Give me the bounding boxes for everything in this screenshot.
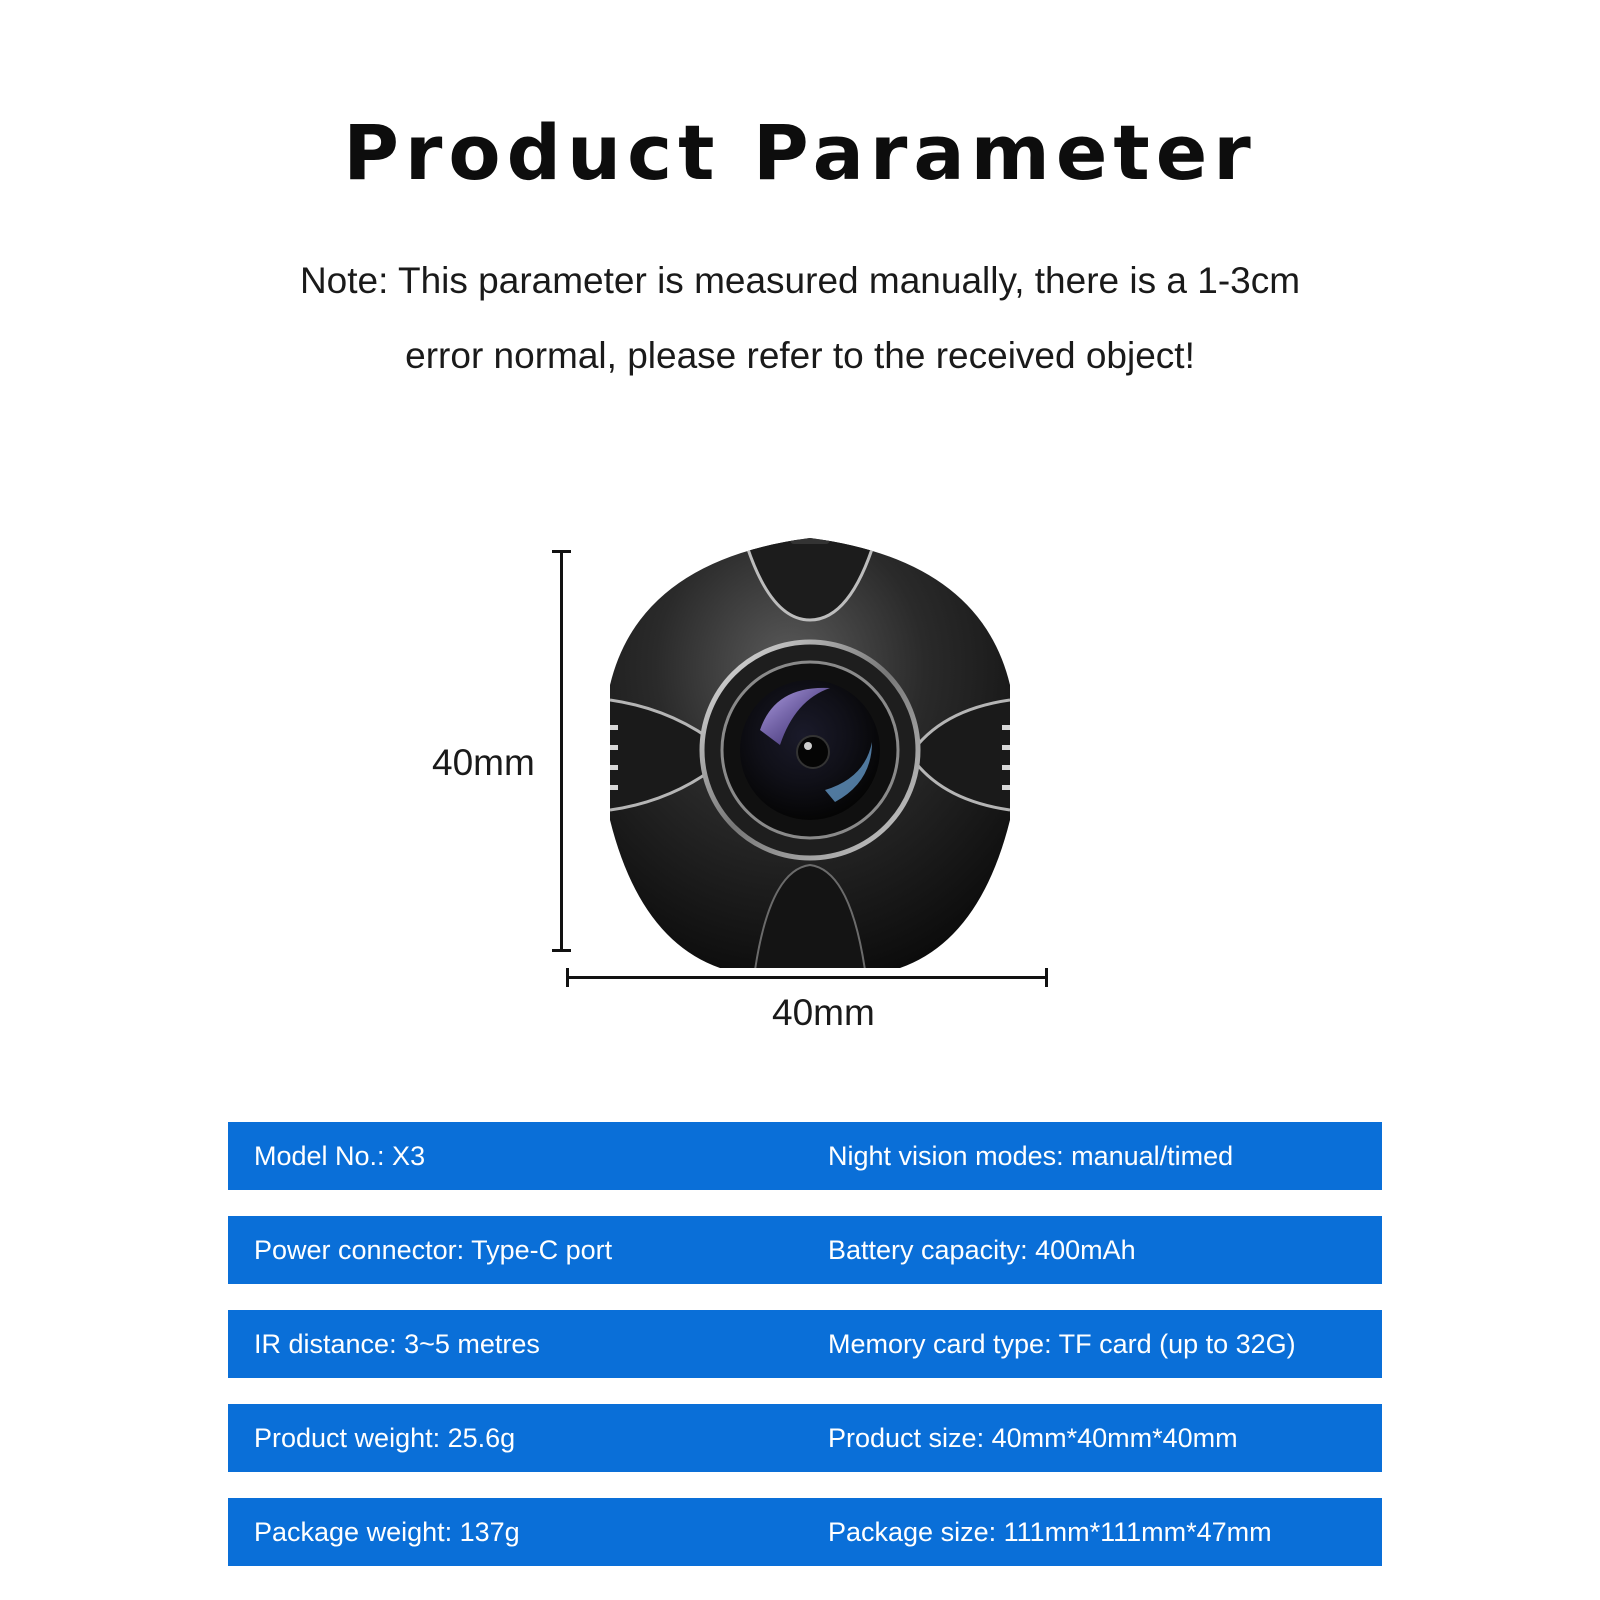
spec-model-no: Model No.: X3: [254, 1141, 426, 1171]
height-dimension-line: [560, 550, 563, 952]
height-dimension-cap-top: [552, 550, 571, 553]
spec-power-connector: Power connector: Type-C port: [254, 1235, 613, 1265]
camera-product-image: [580, 520, 1040, 970]
spec-row: [228, 1404, 1382, 1472]
spec-night-vision-modes: Night vision modes: manual/timed: [828, 1141, 1234, 1171]
height-dimension-label: 40mm: [432, 742, 535, 783]
spec-ir-distance: IR distance: 3~5 metres: [254, 1329, 540, 1359]
page-title: Product Parameter: [343, 108, 1257, 197]
width-dimension-cap-right: [1045, 968, 1048, 987]
spec-row: [228, 1310, 1382, 1378]
spec-memory-card-type: Memory card type: TF card (up to 32G): [828, 1329, 1296, 1359]
spec-row: [228, 1216, 1382, 1284]
spec-row: [228, 1498, 1382, 1566]
spec-row: [228, 1122, 1382, 1190]
width-dimension-label: 40mm: [772, 992, 875, 1033]
spec-product-size: Product size: 40mm*40mm*40mm: [828, 1423, 1238, 1453]
note-line-2: error normal, please refer to the received object!: [405, 335, 1195, 376]
width-dimension-cap-left: [566, 968, 569, 987]
spec-product-weight: Product weight: 25.6g: [254, 1423, 516, 1453]
note-line-1: Note: This parameter is measured manually, there is a 1-3cm: [299, 260, 1301, 301]
height-dimension-cap-bottom: [552, 949, 571, 952]
spec-battery-capacity: Battery capacity: 400mAh: [828, 1235, 1136, 1265]
width-dimension-line: [566, 976, 1048, 979]
spec-package-weight: Package weight: 137g: [254, 1517, 520, 1547]
spec-package-size: Package size: 111mm*111mm*47mm: [828, 1517, 1272, 1547]
